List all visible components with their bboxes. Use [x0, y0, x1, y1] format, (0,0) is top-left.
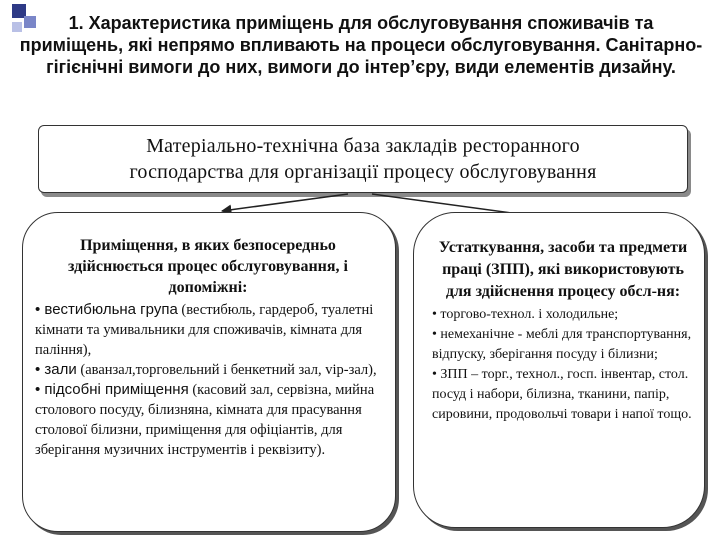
slide-title: 1. Характеристика приміщень для обслуговування споживачів та приміщень, які непрямо впливають на процеси обслуговування. Санітарно-гігієнічні вимоги до них, вимоги до інтер’єру, види елементів дизайну. — [19, 13, 703, 77]
premises-item-halls — [35, 360, 381, 380]
main-concept-line-2: господарства для організації процесу обслуговування — [129, 161, 597, 183]
premises-item-lead: • зали — [35, 361, 77, 378]
premises-item-lead: • вестибюльна група — [35, 301, 178, 318]
premises-item-detail: (касовий зал, сервізна, мийна столового посуду, білизняна, кімната для прасування столової білизни, приміщення для офіціантів, для зберігання музичних інструментів і реквізиту). — [35, 382, 375, 458]
premises-item-detail: (аванзал,торговельний і бенкетний зал, vip-зал), — [76, 362, 377, 378]
main-concept-line-1: Матеріально-технічна база закладів ресторанного — [146, 135, 580, 157]
premises-heading: Приміщення, в яких безпосередньо здійснюється процес обслуговування, і допоміжні: — [68, 237, 348, 296]
equipment-item: • немеханічне - меблі для транспортування, відпуску, зберігання посуду і білизни; — [432, 327, 692, 362]
equipment-item: • ЗПП – торг., технол., госп. інвентар, стол. посуд і набори, білизна, тканини, папір, сировини, продовольчі товари і напої тощо. — [432, 367, 692, 422]
equipment-list — [432, 305, 694, 425]
premises-item-auxiliary — [35, 380, 381, 460]
premises-box — [22, 212, 396, 532]
premises-item-vestibule — [35, 300, 381, 360]
premises-list — [35, 300, 381, 460]
arrow-to-left-box — [222, 194, 348, 211]
premises-item-detail: (вестибюль, гардероб, туалетні кімнати та умивальники для споживачів, кімната для паління), — [35, 302, 374, 358]
equipment-item: • торгово-технол. і холодильне; — [432, 307, 619, 322]
equipment-box — [413, 212, 705, 528]
premises-item-lead: • підсобні приміщення — [35, 381, 189, 398]
equipment-heading: Устаткування, засоби та предмети праці (ЗПП), які використовують для здійснення процесу обсл-ня: — [438, 239, 688, 300]
